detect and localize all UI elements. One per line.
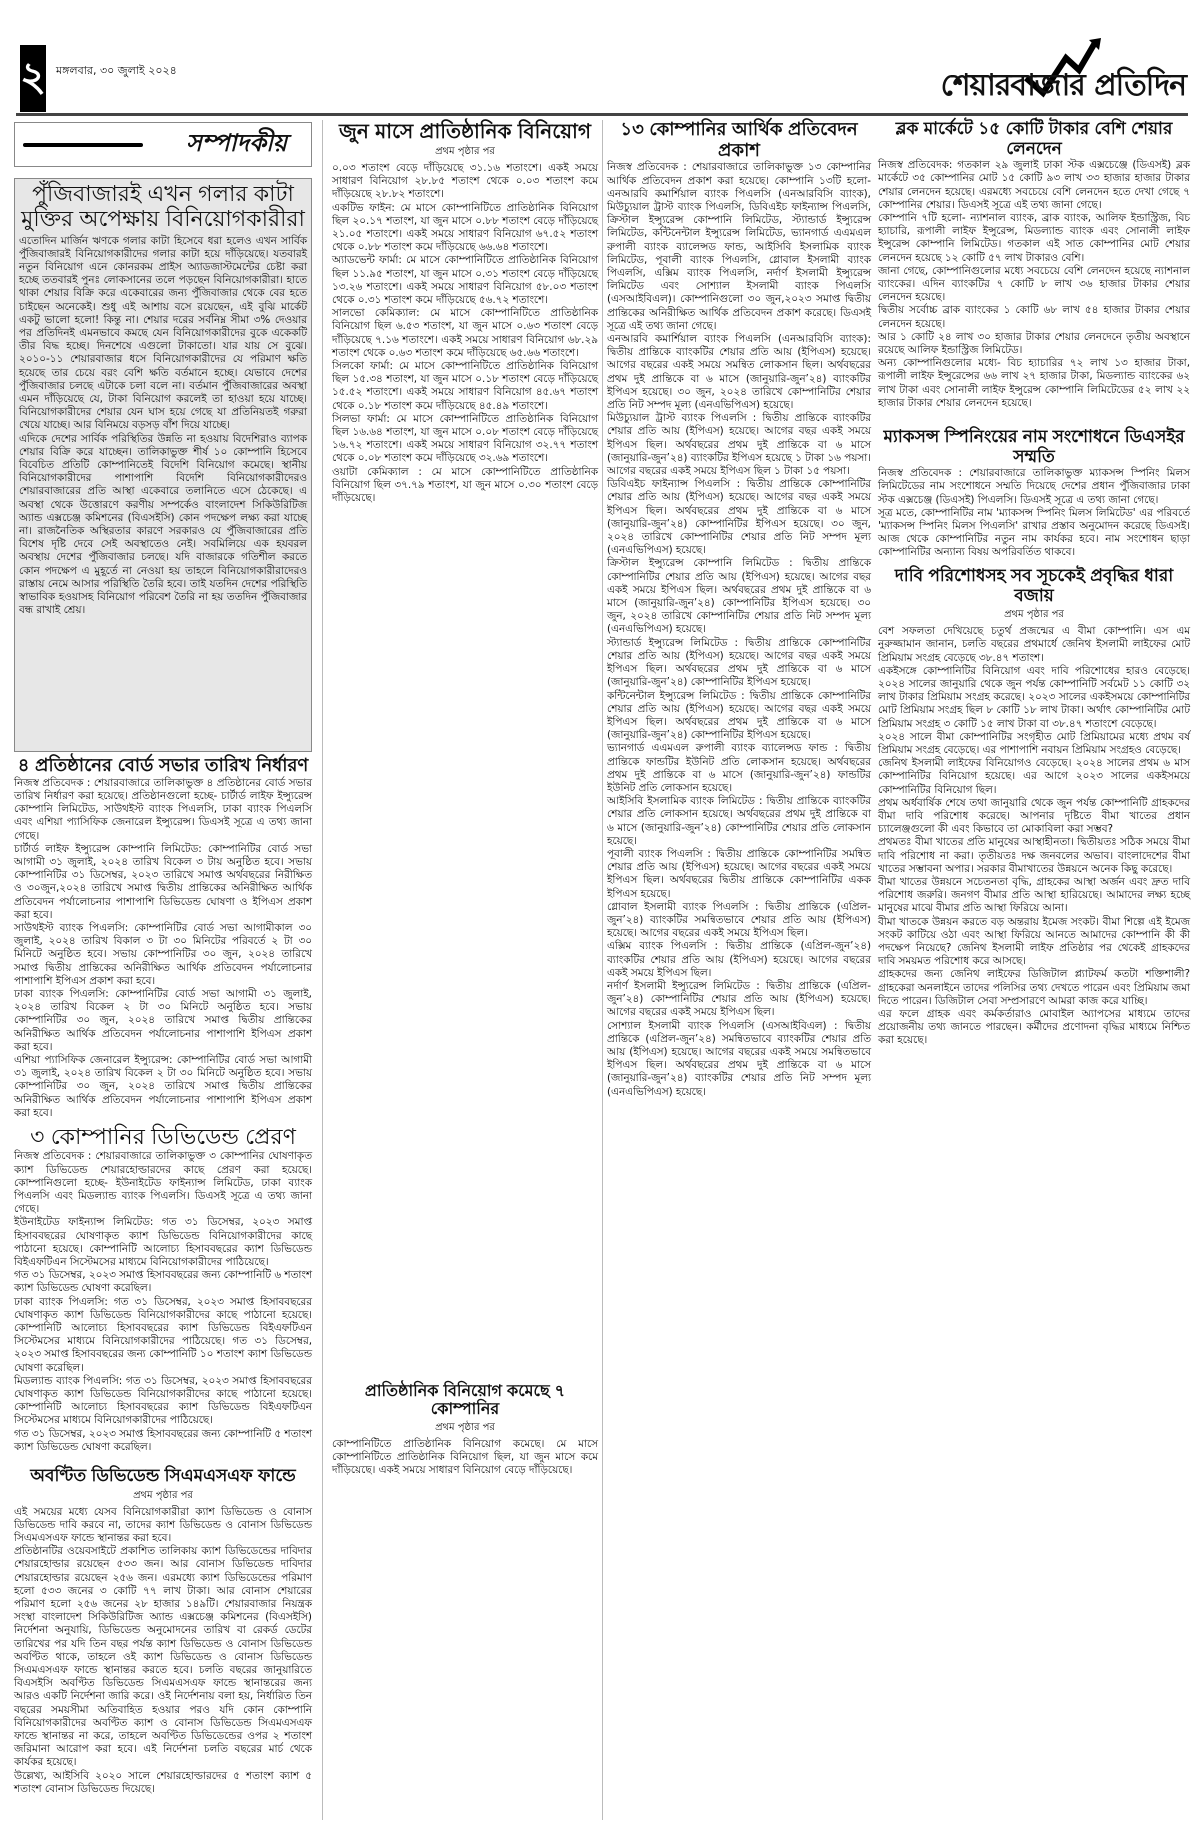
article-body — [14, 1506, 312, 1796]
header-rule — [16, 113, 1188, 116]
article-body — [14, 1150, 312, 1454]
column-3 — [607, 120, 871, 1099]
article-body — [332, 1438, 598, 1478]
paragraph: সাউথইস্ট ব্যাংক পিএলসি: কোম্পানিটির বোর্ড সভা আগামীকাল ৩০ জুলাই, ২০২৪ তারিখ বিকাল ৩ টা ৩০ মিনিটের পরিবর্তে ২ টা ৩০ মিনিটে অনুষ্ঠিত হবে। সভায় কোম্পানিটির ৩০ জুন, ২০২৪ তারিখে সমাপ্ত দ্বিতীয় প্রান্তিকের অনিরীক্ষিত আর্থিক প্রতিবেদন পর্যালোচনার পাশাপাশি ইপিএস প্রকাশ করা হবে। — [14, 921, 312, 987]
paragraph: আইসিবি ইসলামিক ব্যাংক লিমিটেড : দ্বিতীয় প্রান্তিকে ব্যাংকটির শেয়ার প্রতি লোকসান হয়েছে। অর্থবছরের প্রথম দুই প্রান্তিকে বা ৬ মাসে (জানুয়ারি-জুন’২৪) কোম্পানিটির শেয়ার প্রতি লোকসান হয়েছে। — [607, 795, 871, 847]
article-title: জুন মাসে প্রাতিষ্ঠানিক বিনিয়োগ — [339, 119, 591, 143]
paragraph: একইসঙ্গে কোম্পানিটির বিনিয়োগ এবং দাবি পরিশোধের হারও বেড়েছে। ২০২৪ সালের জানুয়ারি থেকে জুন পর্যন্ত কোম্পানিটি সর্বমেট ১১ কোটি ৩২ লাখ টাকার প্রিমিয়াম সংগ্রহ করেছে। ২০২৩ সালের একইসময়ে কোম্পানিটির মোট প্রিমিয়াম সংগ্রহ ছিল ৮ কোটি ১৮ লাখ টাকা। অর্থাৎ কোম্পানিটির মোট প্রিমিয়াম সংগ্রহ ৩ কোটি ১৫ লাখ টাকা বা ৩৮.৪৭ শতাংশে বেড়েছে। — [878, 664, 1190, 730]
paragraph: সালভো কেমিক্যাল: মে মাসে কোম্পানিটিতে প্রাতিষ্ঠানিক বিনিয়োগ ছিল ৬.৫৩ শতাংশ, যা জুন মাসে ০.৬৩ শতাংশ বেড়ে দাঁড়িয়েছে ৭.১৬ শতাংশে। একই সময়ে সাধারণ বিনিয়োগ ৬৮.২৯ শতাংশ থেকে ০.৬৩ শতাংশ কমে দাঁড়িয়েছে ৬৫.৬৬ শতাংশে। — [332, 307, 598, 359]
article-title: ব্লক মার্কেটে ১৫ কোটি টাকার বেশি শেয়ার লেনদেন — [895, 119, 1173, 159]
page-number: ২ — [20, 45, 46, 112]
paragraph: ঢাকা ব্যাংক পিএলসি: কোম্পানিটির বোর্ড সভা আগামী ৩১ জুলাই, ২০২৪ তারিখ বিকেল ২ টা ৩০ মিনিটে অনুষ্ঠিত হবে। সভায় কোম্পানিটির ৩০ জুন, ২০২৪ তারিখে সমাপ্ত দ্বিতীয় প্রান্তিকের অনিরীক্ষিত আর্থিক প্রতিবেদন পর্যালোচনার পাশাপাশি ইপিএস প্রকাশ করা হবে। — [14, 987, 312, 1053]
paragraph: এশিয়া প্যাসিফিক জেনারেল ইন্স্যুরেন্স: কোম্পানিটির বোর্ড সভা আগামী ৩১ জুলাই, ২০২৪ তারিখ বিকেল ২ টা ৩০ মিনিটে অনুষ্ঠিত হবে। সভায় কোম্পানিটির ৩০ জুন, ২০২৪ তারিখে সমাপ্ত দ্বিতীয় প্রান্তিকের অনিরীক্ষিত আর্থিক প্রতিবেদন পর্যালোচনার পাশাপাশি ইপিএস প্রকাশ করা হবে। — [14, 1053, 312, 1119]
paragraph: এদিকে দেশের সার্বিক পরিস্থিতির উন্নতি না হওয়ায় বিদেশিরাও ব্যাপক শেয়ার বিক্রি করে যাচ্ছেন। তালিকাভুক্ত শীর্ষ ১০ কোম্পানি হিসেবে বিবেচিত প্রতিটি কোম্পানিতেই বিদেশি বিনিয়োগ কমেছে। স্থানীয় বিনিয়োগকারীদের পাশাপাশি বিদেশি বিনিয়োগকারীদেরও শেয়ারবাজারের প্রতি আস্থা একেবারে তলানিতে এসে ঠেকেছে। এ অবস্থা থেকে উত্তোরণে করণীয় সম্পর্কেও বাংলাদেশ সিকিউরিটিজ অ্যান্ড এক্সচেঞ্জ কমিশনের (বিএসইসি) কোন পদক্ষেপ লক্ষ্য করা যাচ্ছে না। রাজনৈতিক অস্থিরতার কারণে সরকারও যে পুঁজিবাজারের প্রতি বিশেষ দৃষ্টি দেবে সেই অবস্থাতেও নেই। সবমিলিয়ে এক হযবরল অবস্থায় দেশের পুঁজিবাজার চলছে। যদি বাজারকে গতিশীল করতে কোন পদক্ষেপ এ মুহূর্তে না নেওয়া হয় তাহলে বিনিয়োগকারীরাদেরও রাস্তায় নেমে আসার পরিস্থিতি তৈরি হবে। তাই যতদিন দেশের পরিস্থিতি স্বাভাবিক হওয়াসহ বিনিয়োগ পরিবেশ তৈরি না হয় ততদিন পুঁজিবাজার বন্ধ রাখাই শ্রেয়। — [19, 432, 307, 617]
article-body — [607, 161, 871, 1098]
article-13-companies — [607, 120, 871, 1099]
paragraph: প্রতিষ্ঠানটির ওয়েবসাইটে প্রকাশিত তালিকায় ক্যাশ ডিভিডেন্ডের দাবিদার শেয়ারহোল্ডার রয়েছেন ৫৩৩ জন। আর বোনাস ডিভিডেন্ড দাবিদার শেয়ারহোল্ডার রয়েছেন ২৫৬ জন। এরমধ্যে ক্যাশ ডিভিডেন্ডের পরিমাণ হলো ৫৩৩ জনের ৩ কোটি ৭৭ লাখ টাকা। আর বোনাস শেয়ারের পরিমাণ হলো ২৫৬ জনের ২৮ হাজার ১৪৯টি। শেয়ারবাজার নিয়ন্ত্রক সংস্থা বাংলাদেশ সিকিউরিটিজ অ্যান্ড এক্সচেঞ্জ কমিশনের (বিএসইসি) নির্দেশনা অনুযায়ি, ডিভিডেন্ড অনুমোদনের তারিখ বা রেকর্ড ডেটের তারিখের পর যদি তিন বছর পর্যন্ত ক্যাশ ডিভিডেন্ড ও বোনাস ডিভিডেন্ড অবণ্টিত থাকে, তাহলে ওই ক্যাশ ডিভিডেন্ড ও বোনাস ডিভিডেন্ড সিএমএসএফ ফান্ডে স্থানান্তর করতে হবে। চলতি বছরের জানুয়ারিতে বিএসইসি অবণ্টিত ডিভিডেন্ড সিএমএসএফ ফান্ডে স্থানান্তরের জন্য আরও একটি নির্দেশনা জারি করে। ওই নির্দেশনায় বলা হয়, নির্ধারিত তিন বছরের সময়সীমা অতিবাহিত হওয়ার পরও যদি কোন কোম্পানি বিনিয়োগকারীদের অবণ্টিত ক্যাশ ও বোনাস ডিভিডেন্ড সিএমএসএফ ফান্ডে স্থানান্তর না করে, তাহলে অবণ্টিত ডিভিডেন্ডের ওপর ২ শতাংশ জরিমানা আরোপ করা হবে। এই নির্দেশনা চলতি বছরের মার্চ থেকে কার্যকর হয়েছে। — [14, 1545, 312, 1769]
paragraph: বীমা খাতের উন্নয়নে সচেতনতা বৃদ্ধি, গ্রাহকের আস্থা অর্জন এবং দ্রুত দাবি পরিশোধ জরুরি। জনগণ বীমার প্রতি আস্থা হারিয়েছে। আমাদের লক্ষ্য হচ্ছে মানুষের মাঝে বীমার প্রতি আস্থা ফিরিয়ে আনা। — [878, 875, 1190, 915]
editorial-body — [19, 235, 307, 618]
paragraph: সিলভা ফার্মা: মে মাসে কোম্পানিটিতে প্রাতিষ্ঠানিক বিনিয়োগ ছিল ১৬.৬৪ শতাংশ, যা জুন মাসে ০.০৮ শতাংশ বেড়ে দাঁড়িয়েছে ১৬.৭২ শতাংশে। একই সময়ে সাধারণ বিনিয়োগ ৩২.৭৭ শতাংশ থেকে ০.০৮ শতাংশ কমে দাঁড়িয়েছে ৩২.৬৯ শতাংশে। — [332, 412, 598, 465]
editorial-title-2: মুক্তির অপেক্ষায় বিনিয়োগকারীরা — [21, 207, 305, 233]
paragraph: সূত্র মতে, কোম্পানিটির নাম 'ম্যাকসন্স স্পিনিং মিলস লিমিটেড' এর পরিবর্তে 'ম্যাকসন্স স্পিনিং মিলস পিএলসি' রাখার প্রস্তাব অনুমোদন করেছে ডিএসই। আজ থেকে কোম্পানিটির নতুন নাম কার্যকর হবে। নাম সংশোধন ছাড়া কোম্পানিটির অন্যান্য বিষয় অপরিবর্তিত থাকবে। — [878, 506, 1190, 559]
article-body — [14, 777, 312, 1120]
masthead-logo — [886, 40, 1186, 112]
column-2 — [332, 120, 598, 1477]
paragraph: মিডল্যান্ড ব্যাংক পিএলসি: গত ৩১ ডিসেম্বর, ২০২৩ সমাপ্ত হিসাববছরের ঘোষণাকৃত ক্যাশ ডিভিডেন্ড বিনিয়োগকারীদের কাছে পাঠানো হয়েছে। কোম্পানিটি আলোচ্য হিসাববছরের ক্যাশ ডিভিডেন্ড বিইএফটিএন সিস্টেমসের মাধ্যমে বিনিয়োগকারীদের পাঠিয়েছে। — [14, 1374, 312, 1427]
paragraph: এই সময়ের মধ্যে যেসব বিনিয়োগকারীরা ক্যাশ ডিভিডেন্ড ও বোনাস ডিভিডেন্ড দাবি করবে না, তাদের ক্যাশ ডিভিডেন্ড ও বোনাস ডিভিডেন্ড সিএমএসএফ ফান্ডে স্থানান্তর করা হবে। — [14, 1505, 312, 1544]
article-cmsf — [14, 1467, 312, 1796]
article-title: ৩ কোম্পানির ডিভিডেন্ড প্রেরণ — [30, 1125, 296, 1150]
paragraph: পূবালী ব্যাংক পিএলসি : দ্বিতীয় প্রান্তিকে কোম্পানিটির সমন্বিত শেয়ার প্রতি আয় (ইপিএস) হয়েছে। আগের বছরের একই সময়ে ইপিএস ছিল। অর্থবছরের দ্বিতীয় প্রান্তিকে কোম্পানিটির একক ইপিএস হয়েছে। — [607, 847, 871, 900]
paragraph: উল্লেখ্য, আইসিবি ২০২০ সালে শেয়ারহোল্ডারদের ৫ শতাংশ ক্যাশ ৫ শতাংশ বোনাস ডিভিডেন্ড দিয়েছে। — [14, 1769, 312, 1795]
paragraph: নিজস্ব প্রতিবেদক : শেয়ারবাজারে তালিকাভুক্ত ম্যাকসন্স স্পিনিং মিলস লিমিটেডের নাম সংশোধনে সম্মতি দিয়েছে দেশের প্রধান পুঁজিবাজার ঢাকা স্টক এক্সচেঞ্জ (ডিএসই) পিএলসি। ডিএসই সূত্রে এ তথ্য জানা গেছে। — [878, 467, 1190, 506]
editorial-box — [14, 178, 312, 752]
paragraph: নর্দার্ণ ইসলামী ইন্স্যুরেন্স লিমিটেড : দ্বিতীয় প্রান্তিকে (এপ্রিল-জুন’২৪) কোম্পানিটির শেয়ার প্রতি আয় (ইপিএস) হয়েছে। আগের বছরের একই সময়ে ইপিএস ছিল। — [607, 979, 871, 1019]
editorial-label-text: সম্পাদকীয় — [185, 127, 287, 157]
paragraph: স্ট্যান্ডার্ড ইন্স্যুরেন্স লিমিটেড : দ্বিতীয় প্রান্তিকে কোম্পানিটির শেয়ার প্রতি আয় (ইপিএস) হয়েছে। আগের বছর একই সময়ে ইপিএস ছিল। অর্থবছরের প্রথম দুই প্রান্তিকে বা ৬ মাসে (জানুয়ারি-জুন’২৪) কোম্পানিটির ইপিএস হয়েছে। — [607, 636, 871, 689]
paragraph: এতোদিন মার্জিন ঋণকে গলার কাটা হিসেবে ধরা হলেও এখন সার্বিক পুঁজিবাজারই বিনিয়োগকারীদের গলার কাটা হয়ে দাঁড়িয়েছে। যতবারই নতুন বিনিয়োগ এনে কোনরকম প্রাইস অ্যাডজাস্টমেন্টের চেষ্টা করা হচ্ছে ততবারই পুনঃ লোকসানের তলে পড়ছেন বিনিয়োগকারীরা। হাতে থাকা শেয়ার বিক্রি করে একেবারের জন্য পুঁজিবাজার থেকে বের হতে চাইছেন অনেকেই। শুধু এই আশায় বসে রয়েছেন, এই বুঝি মার্কেট একটু ভালো হলো! কিন্তু না। শেয়ার দরের সর্বনিম্ন সীমা ৩% দেওয়ার পর প্রতিদিনই এমনভাবে কমছে যেন বিনিয়োগকারীদের বুকে একেকটি তীর বিদ্ধ হচ্ছে। দিনশেষে এগুলো টাকাতো। যার যায় সে বুঝে। ২০১০-১১ শেয়ারবাজার ধসে বিনিয়োগকারীদের যে পরিমাণ ক্ষতি হয়েছে তার চেয়ে বরং বেশি ক্ষতি বর্তমানে হচ্ছে। যেভাবে দেশের পুঁজিবাজার চলছে এটাকে চলা বলে না। বর্তমান পুঁজিবাজারের অবস্থা এমন দাঁড়িয়েছে যে, টাকা বিনিয়োগ করলেই তা হাওয়া হয়ে যাচ্ছে। বিনিয়োগকারীদের শেয়ার যেন ঘাস হয়ে গেছে যা প্রতিনিয়তই গরুরা খেয়ে যাচ্ছে। আর বিনিময়ে বড়সড় বাঁশ দিয়ে যাচ্ছে। — [19, 234, 307, 432]
paragraph: আর ১ কোটি ২৪ লাখ ৩০ হাজার টাকার শেয়ার লেনদেনে তৃতীয় অবস্থানে রয়েছে আলিফ ইন্ডাস্ট্রিজ লিমিটেড। — [878, 330, 1190, 356]
paragraph: নিজস্ব প্রতিবেদক : শেয়ারবাজারে তালিকাভুক্ত ১৩ কোম্পানির আর্থিক প্রতিবেদন প্রকাশ করা হয়েছে। কোম্পানি ১৩টি হলো- এনআরবি কমার্শিয়াল ব্যাংক পিএলসি (এনআরবিসি ব্যাংক), মিউচ্যুয়াল ট্রাস্ট ব্যাংক পিএলসি, ডিবিএইচ ফাইন্যান্স পিএলসি, ক্রিস্টাল ইন্স্যুরেন্স কোম্পানি লিমিটেড, স্ট্যান্ডার্ড ইন্স্যুরেন্স লিমিটেড, কন্টিনেন্টাল ইন্স্যুরেন্স লিমিটেড, ভ্যানগার্ড এএমএল রুপালী ব্যাংক ব্যালেন্সড ফান্ড, আইসিবি ইসলামিক ব্যাংক লিমিটেড, পূবালী ব্যাংক পিএলসি, গ্লোবাল ইসলামী ব্যাংক পিএলসি, এক্সিম ব্যাংক পিএলসি, নর্দার্ণ ইসলামী ইন্স্যুরেন্স লিমিটেড এবং সোশ্যাল ইসলামী ব্যাংক পিএলসি (এসআইবিএল)। কোম্পানিগুলো ৩০ জুন,২০২৩ সমাপ্ত দ্বিতীয় প্রান্তিকের অনিরীক্ষিত আর্থিক প্রতিবেদন প্রকাশ করেছে। ডিএসই সূত্রে এই তথ্য জানা গেছে। — [607, 161, 871, 332]
article-board-meeting — [14, 756, 312, 1121]
article-body — [878, 467, 1190, 559]
article-body — [332, 162, 598, 505]
paragraph: জানা গেছে, কোম্পানিগুলোর মধ্যে সবচেয়ে বেশি লেনদেন হয়েছে ন্যাশনাল ব্যাংকের। এদিন ব্যাংকটির ৭ কোটি ৮ লাখ ৩৬ হাজার টাকার শেয়ার লেনদেন হয়েছে। — [878, 264, 1190, 304]
brush-stroke — [23, 143, 143, 147]
article-title: প্রাতিষ্ঠানিক বিনিয়োগ কমেছে ৭ কোম্পানির — [364, 1381, 566, 1419]
article-maxons — [878, 428, 1190, 563]
column-4 — [878, 120, 1190, 1048]
paragraph: সিলকো ফার্মা: মে মাসে কোম্পানিটিতে প্রাতিষ্ঠানিক বিনিয়োগ ছিল ১৫.৩৪ শতাংশ, যা জুন মাসে ০.১৮ শতাংশ বেড়ে দাঁড়িয়েছে ১৫.৫২ শতাংশে। একই সময়ে সাধারণ বিনিয়োগ ৪৫.৬৭ শতাংশ থেকে ০.১৮ শতাংশ কমে দাঁড়িয়েছে ৪৫.৪৯ শতাংশে। — [332, 360, 598, 412]
paragraph: ওয়াটা কেমিক্যাল : মে মাসে কোম্পানিটিতে প্রাতিষ্ঠানিক বিনিয়োগ ছিল ৩৭.৭৯ শতাংশ, যা জুন মাসে ০.৩০ শতাংশ বেড়ে দাঁড়িয়েছে। — [332, 465, 598, 505]
article-title: ৪ প্রতিষ্ঠানের বোর্ড সভার তারিখ নির্ধারণ — [17, 755, 309, 776]
continuation-note: প্রথম পৃষ্ঠার পর — [1004, 609, 1064, 621]
article-body — [878, 625, 1190, 1048]
column-divider — [602, 120, 603, 1820]
paragraph: ঢাকা ব্যাংক পিএলসি: গত ৩১ ডিসেম্বর, ২০২৩ সমাপ্ত হিসাববছরের ঘোষণাকৃত ক্যাশ ডিভিডেন্ড বিনিয়োগকারীদের কাছে পাঠানো হয়েছে। কোম্পানিটি আলোচ্য হিসাববছরের ক্যাশ ডিভিডেন্ড বিইএফটিএন সিস্টেমসের মাধ্যমে বিনিয়োগকারীদের পাঠিয়েছে। গত ৩১ ডিসেম্বর, ২০২৩ সমাপ্ত হিসাববছরের জন্য কোম্পানিটি ১০ শতাংশ ক্যাশ ডিভিডেন্ড ঘোষণা করেছিল। — [14, 1295, 312, 1374]
paragraph: প্রথমতঃ বীমা খাতের প্রতি মানুষের আস্থাহীনতা। দ্বিতীয়তঃ সঠিক সময়ে বীমা দাবি পরিশোধ না করা। তৃতীয়তঃ দক্ষ জনবলের অভাব। বাংলাদেশের বীমা খাতের সম্ভাবনা অপার। সরকার বীমাখাতের উন্নয়নে অনেক কিছু করেছে। — [878, 836, 1190, 875]
column-1 — [14, 120, 312, 1796]
article-title: ১৩ কোম্পানির আর্থিক প্রতিবেদন প্রকাশ — [620, 119, 858, 161]
article-june-institutional — [332, 120, 598, 1378]
paragraph: একটিভ ফাইন: মে মাসে কোম্পানিটিতে প্রাতিষ্ঠানিক বিনিয়োগ ছিল ২০.১৭ শতাংশ, যা জুন মাসে ০.৮৮ শতাংশ বেড়ে দাঁড়িয়েছে ২১.০৫ শতাংশে। একই সময়ে সাধারণ বিনিয়োগ ৬৭.৫২ শতাংশ থেকে ০.৮৮ শতাংশ কমে দাঁড়িয়েছে ৬৬.৬৪ শতাংশে। — [332, 201, 598, 254]
continuation-note: প্রথম পৃষ্ঠার পর — [133, 1489, 193, 1501]
paragraph: নিজস্ব প্রতিবেদক : শেয়ারবাজারে তালিকাভুক্ত ৩ কোম্পানির ঘোষণাকৃত ক্যাশ ডিভিডেন্ড শেয়ারহোল্ডারদের কাছে প্রেরণ করা হয়েছে। কোম্পানিগুলো হচ্ছে- ইউনাইটেড ফাইন্যান্স লিমিটেড, ঢাকা ব্যাংক পিএলসি এবং মিডল্যান্ড ব্যাংক পিএলসি। ডিএসই সূত্রে এ তথ্য জানা গেছে। — [14, 1150, 312, 1216]
paragraph: চার্টার্ড লাইফ ইন্স্যুরেন্স কোম্পানি লিমিটেড: কোম্পানিটির বোর্ড সভা আগামী ৩১ জুলাই, ২০২৪ তারিখ বিকেল ৩ টায় অনুষ্ঠিত হবে। সভায় কোম্পানিটির ৩১ ডিসেম্বর, ২০২৩ তারিখে সমাপ্ত অর্থবছরের নিরীক্ষিত ও ৩০জুন,২০২৪ তারিখে সমাপ্ত দ্বিতীয় প্রান্তিকের অনিরীক্ষিত আর্থিক প্রতিবেদন পর্যালোচনার পাশাপাশি ডিভিডেন্ড ঘোষণা ও ইপিএস প্রকাশ করা হবে। — [14, 842, 312, 921]
issue-date: মঙ্গলবার, ৩০ জুলাই ২০২৪ — [56, 64, 177, 77]
article-body — [878, 159, 1190, 410]
paragraph: নিজস্ব প্রতিবেদক: গতকাল ২৯ জুলাই ঢাকা স্টক এক্সচেঞ্জে (ডিএসই) ব্লক মার্কেটে ৩৫ কোম্পানির মোট ১৫ কোটি ৯৩ লাখ ৩৩ হাজার হাজার টাকার শেয়ার লেনদেন হয়েছে। এরমধ্যে সবচেয়ে বেশি লেনদেন হতে দেখা গেছে ৭ কোম্পানির শেয়ার। ডিএসই সূত্রে এই তথ্য জানা গেছে। — [878, 159, 1190, 211]
paragraph: কোম্পানি ৭টি হলো- ন্যাশনাল ব্যাংক, ব্রাক ব্যাংক, আলিফ ইন্ডাস্ট্রিজ, বিচ হ্যাচারি, রূপালী লাইফ ইন্সুরেন্স, মিডল্যান্ড ব্যাংক এবং সোনালী লাইফ ইন্সুরেন্স কোম্পানি লিমিটেড। গতকাল এই সাত কোম্পানির মোট শেয়ার লেনদেন হয়েছে ১২ কোটি ৫৭ লাখ টাকারও বেশি। — [878, 211, 1190, 264]
paragraph: কোম্পানিটিতে প্রাতিষ্ঠানিক বিনিয়োগ কমেছে। মে মাসে কোম্পানিটিতে প্রাতিষ্ঠানিক বিনিয়োগ ছিল, যা জুন মাসে কমে দাঁড়িয়েছে। একই সময়ে সাধারণ বিনিয়োগ বেড়ে দাঁড়িয়েছে। — [332, 1437, 598, 1477]
paragraph: কন্টিনেন্টাল ইন্স্যুরেন্স লিমিটেড : দ্বিতীয় প্রান্তিকে কোম্পানিটির শেয়ার প্রতি আয় (ইপিএস) হয়েছে। আগের বছর একই সময়ে ইপিএস ছিল। অর্থবছরের প্রথম দুই প্রান্তিকে বা ৬ মাসে (জানুয়ারি-জুন’২৪) কোম্পানিটির ইপিএস হয়েছে। — [607, 689, 871, 742]
paragraph: অন্য কোম্পানিগুলোর মধ্যে- বিচ হ্যাচারির ৭২ লাখ ১৩ হাজার টাকা, রূপালী লাইফ ইন্সুরেন্সের ৬৬ লাখ ২৭ হাজার টাকা, মিডল্যান্ড ব্যাংকের ৬২ লাখ টাকা এবং সোনালী লাইফ ইন্সুরেন্স কোম্পানি লিমিটেডের ৫২ লাখ ২২ হাজার টাকার শেয়ার লেনদেন হয়েছে। — [878, 357, 1190, 409]
logo-text: শেয়ারবাজার প্রতিদিন — [940, 68, 1186, 103]
paragraph: নিজস্ব প্রতিবেদক : শেয়ারবাজারে তালিকাভুক্ত ৪ প্রতিষ্ঠানের বোর্ড সভার তারিখ নির্ধারণ করা হয়েছে। প্রতিষ্ঠানগুলো হচ্ছে- চার্টার্ড লাইফ ইন্স্যুরেন্স কোম্পানি লিমিটেড, সাউথইস্ট ব্যাংক পিএলসি, ঢাকা ব্যাংক পিএলসি এবং এশিয়া প্যাসিফিক জেনারেল ইন্স্যুরেন্স। ডিএসই সূত্রে এ তথ্য জানা গেছে। — [14, 776, 312, 842]
paragraph: ক্রিস্টাল ইন্স্যুরেন্স কোম্পানি লিমিটেড : দ্বিতীয় প্রান্তিকে কোম্পানিটির শেয়ার প্রতি আয় (ইপিএস) হয়েছে। আগের বছর একই সময়ে ইপিএস ছিল। অর্থবছরের প্রথম দুই প্রান্তিকে বা ৬ মাসে (জানুয়ারি-জুন’২৪) কোম্পানিটির ইপিএস হয়েছে। ৩০ জুন, ২০২৪ তারিখে কোম্পানিটির শেয়ার প্রতি নিট সম্পদ মূল্য (এনএভিপিএস) হয়েছে। — [607, 557, 871, 636]
article-claims — [878, 567, 1190, 1048]
paragraph: অ্যাডভেন্ট ফার্মা: মে মাসে কোম্পানিটিতে প্রাতিষ্ঠানিক বিনিয়োগ ছিল ১১.৯৫ শতাংশ, যা জুন মাসে ০.৩১ শতাংশ বেড়ে দাঁড়িয়েছে ১৩.২৬ শতাংশে। একই সময়ে সাধারণ বিনিয়োগ ৫৮.০৩ শতাংশ থেকে ০.৩১ শতাংশ কমে দাঁড়িয়েছে ৫৬.৭২ শতাংশে। — [332, 254, 598, 307]
paragraph: প্রথম অর্ধবার্ষিক শেষে তথা জানুয়ারি থেকে জুন পর্যন্ত কোম্পানিটি গ্রাহকদের বীমা দাবি পরিশোধ করেছে। আপনার দৃষ্টিতে বীমা খাতের প্রধান চ্যালেঞ্জগুলো কী এবং কিভাবে তা মোকাবিলা করা সম্ভব? — [878, 796, 1190, 836]
continuation-note: প্রথম পৃষ্ঠার পর — [435, 146, 495, 157]
paragraph: বীমা খাতকে উন্নয়ন করতে বড় অন্তরায় ইমেজ সংকট। বীমা শিল্পে এই ইমেজ সংকট কাটিয়ে ওঠা এবং আস্থা ফিরিয়ে আনতে আমাদের কোম্পানি কী কী পদক্ষেপ নিয়েছে? জেনিথ ইসলামী লাইফ প্রতিষ্ঠার পর থেকেই গ্রাহকদের দাবি সময়মত পরিশোধ করে আসছে। — [878, 915, 1190, 968]
paragraph: এক্সিম ব্যাংক পিএলসি : দ্বিতীয় প্রান্তিকে (এপ্রিল-জুন’২৪) ব্যাংকটির শেয়ার প্রতি আয় (ইপিএস) হয়েছে। আগের বছরের একই সময়ে ইপিএস ছিল। — [607, 940, 871, 979]
editorial-label — [14, 122, 312, 167]
paragraph: এনআরবি কমার্শিয়াল ব্যাংক পিএলসি (এনআরবিসি ব্যাংক): দ্বিতীয় প্রান্তিকে ব্যাংকটির শেয়ার প্রতি আয় (ইপিএস) হয়েছে। আগের বছরের একই সময়ে সমন্বিত লোকসান ছিল। অর্থবছরের প্রথম দুই প্রান্তিকে বা ৬ মাসে (জানুয়ারি-জুন’২৪) ব্যাংকটির ইপিএস হয়েছে। ৩০ জুন, ২০২৪ তারিখে কোম্পানিটির শেয়ার প্রতি নিট সম্পদ মূল্য (এনএভিপিএস) হয়েছে। — [607, 333, 871, 412]
paragraph: মিউচ্যুয়াল ট্রাস্ট ব্যাংক পিএলসি : দ্বিতীয় প্রান্তিকে ব্যাংকটির শেয়ার প্রতি আয় (ইপিএস) হয়েছে। আগের বছর একই সময়ে ইপিএস ছিল। অর্থবছরের প্রথম দুই প্রান্তিকে বা ৬ মাসে (জানুয়ারি-জুন’২৪) ব্যাংকটির ইপিএস হয়েছে ১ টাকা ১৬ পয়সা। আগের বছরের একই সময়ে ইপিএস ছিল ১ টাকা ১৫ পয়সা। — [607, 412, 871, 478]
paragraph: সোশ্যাল ইসলামী ব্যাংক পিএলসি (এসআইবিএল) : দ্বিতীয় প্রান্তিকে (এপ্রিল-জুন’২৪) সমন্বিতভাবে ব্যাংকটির শেয়ার প্রতি আয় (ইপিএস) হয়েছে। আগের বছরের একই সময়ে সমন্বিতভাবে ইপিএস ছিল। অর্থবছরের প্রথম দুই প্রান্তিকে বা ৬ মাসে (জানুয়ারি-জুন’২৪) ব্যাংকটির শেয়ার প্রতি নিট সম্পদ মূল্য (এনএভিপিএস) হয়েছে। — [607, 1019, 871, 1098]
paragraph: বেশ সফলতা দেখিয়েছে চতুর্থ প্রজন্মের এ বীমা কোম্পানি। এস এম নুরুজ্জামান জানান, চলতি বছরের প্রথমার্ধে জেনিথ ইসলামী লাইফের মোট প্রিমিয়াম সংগ্রহ বেড়েছে ৩৮.৪৭ শতাংশ। — [878, 625, 1190, 664]
paragraph: ডিবিএইচ ফাইন্যান্স পিএলসি : দ্বিতীয় প্রান্তিকে কোম্পানিটির শেয়ার প্রতি আয় (ইপিএস) হয়েছে। আগের বছর একই সময়ে ইপিএস ছিল। অর্থবছরের প্রথম দুই প্রান্তিকে বা ৬ মাসে (জানুয়ারি-জুন’২৪) কোম্পানিটির ইপিএস হয়েছে। ৩০ জুন, ২০২৪ তারিখে কোম্পানিটির শেয়ার প্রতি নিট সম্পদ মূল্য (এনএভিপিএস) হয়েছে। — [607, 478, 871, 557]
paragraph: গত ৩১ ডিসেম্বর, ২০২৩ সমাপ্ত হিসাববছরের জন্য কোম্পানিটি ৫ শতাংশ ক্যাশ ডিভিডেন্ড ঘোষণা করেছিল। — [14, 1427, 312, 1453]
editorial-title-1: পুঁজিবাজারই এখন গলার কাটা — [32, 182, 294, 207]
paragraph: গ্লোবাল ইসলামী ব্যাংক পিএলসি : দ্বিতীয় প্রান্তিকে (এপ্রিল-জুন’২৪) ব্যাংকটির সমন্বিতভাবে শেয়ার প্রতি আয় (ইপিএস) হয়েছে। আগের বছরের একই সময়ে ইপিএস ছিল। — [607, 900, 871, 940]
paragraph: ২০২৪ সালে বীমা কোম্পানিটির সংগৃহীত মোট প্রিমিয়ামের মধ্যে প্রথম বর্ষ প্রিমিয়াম সংগ্রহ বেড়েছে। এর পাশাপাশি নবায়ন প্রিমিয়াম সংগ্রহও বেড়েছে। — [878, 730, 1190, 756]
paragraph: জেনিথ ইসলামী লাইফের বিনিয়োগও বেড়েছে। ২০২৪ সালের প্রথম ৬ মাস কোম্পানিটির বিনিয়োগ হয়েছে। এর আগে ২০২৩ সালের একইসময়ে কোম্পানিটির বিনিয়োগ ছিল। — [878, 757, 1190, 796]
article-title: অবণ্টিত ডিভিডেন্ড সিএমএসএফ ফান্ডে — [30, 1466, 296, 1486]
paragraph: গত ৩১ ডিসেম্বর, ২০২৩ সমাপ্ত হিসাববছরের জন্য কোম্পানিটি ৬ শতাংশ ক্যাশ ডিভিডেন্ড ঘোষণা করেছিল। — [14, 1269, 312, 1295]
paragraph: গ্রাহকদের জন্য জেনিথ লাইফের ডিজিটাল প্ল্যাটফর্ম কতটা শক্তিশালী? গ্রাহকেরা অনলাইনে তাদের পলিসির তথ্য দেখতে পারেন এবং প্রিমিয়াম জমা দিতে পারেন। ডিজিটাল সেবা সম্প্রসারণে আমরা কাজ করে যাচ্ছি। — [878, 968, 1190, 1007]
article-dividend — [14, 1125, 312, 1463]
column-divider — [322, 120, 323, 1820]
paragraph: ভ্যানগার্ড এএমএল রুপালী ব্যাংক ব্যালেন্সড ফান্ড : দ্বিতীয় প্রান্তিকে ফান্ডটির ইউনিট প্রতি লোকসান হয়েছে। অর্থবছরের প্রথম দুই প্রান্তিকে বা ৬ মাসে (জানুয়ারি-জুন’২৪) ফান্ডটির ইউনিট প্রতি লোকসান হয়েছে। — [607, 742, 871, 794]
article-title: দাবি পরিশোধসহ সব সূচকেই প্রবৃদ্ধির ধারা বজায় — [894, 566, 1174, 606]
continuation-note: প্রথম পৃষ্ঠার পর — [435, 1421, 495, 1433]
article-institutional-down — [332, 1382, 598, 1477]
paragraph: ০.০৩ শতাংশ বেড়ে দাঁড়িয়েছে ৩১.১৬ শতাংশে। একই সময়ে সাধারণ বিনিয়োগ ২৮.৮৫ শতাংশ থেকে ০.০৩ শতাংশ কমে দাঁড়িয়েছে ২৮.৮২ শতাংশে। — [332, 162, 598, 201]
paragraph: ইউনাইটেড ফাইন্যান্স লিমিটেড: গত ৩১ ডিসেম্বর, ২০২৩ সমাপ্ত হিসাববছরের ঘোষণাকৃত ক্যাশ ডিভিডেন্ড বিনিয়োগকারীদের কাছে পাঠানো হয়েছে। কোম্পানিটি আলোচ্য হিসাববছরের ক্যাশ ডিভিডেন্ড বিইএফটিএন সিস্টেমসের মাধ্যমে বিনিয়োগকারীদের পাঠিয়েছে। — [14, 1216, 312, 1268]
paragraph: দ্বিতীয় সর্বোচ্চ ব্রাক ব্যাংকের ১ কোটি ৬৮ লাখ ৫৪ হাজার টাকার শেয়ার লেনদেন হয়েছে। — [878, 304, 1190, 330]
article-title: ম্যাকসন্স স্পিনিংয়ের নাম সংশোধনে ডিএসইর সম্মতি — [883, 427, 1185, 467]
article-block-market — [878, 120, 1190, 424]
paragraph: এর ফলে গ্রাহক এবং কর্মকর্তারাও মোবাইল অ্যাপসের মাধ্যমে তাদের প্রয়োজনীয় তথ্য জানতে পারছেন। কর্মীদের প্রণোদনা বৃদ্ধির মাধ্যমে নিশ্চিত করা হয়েছে। — [878, 1007, 1190, 1047]
